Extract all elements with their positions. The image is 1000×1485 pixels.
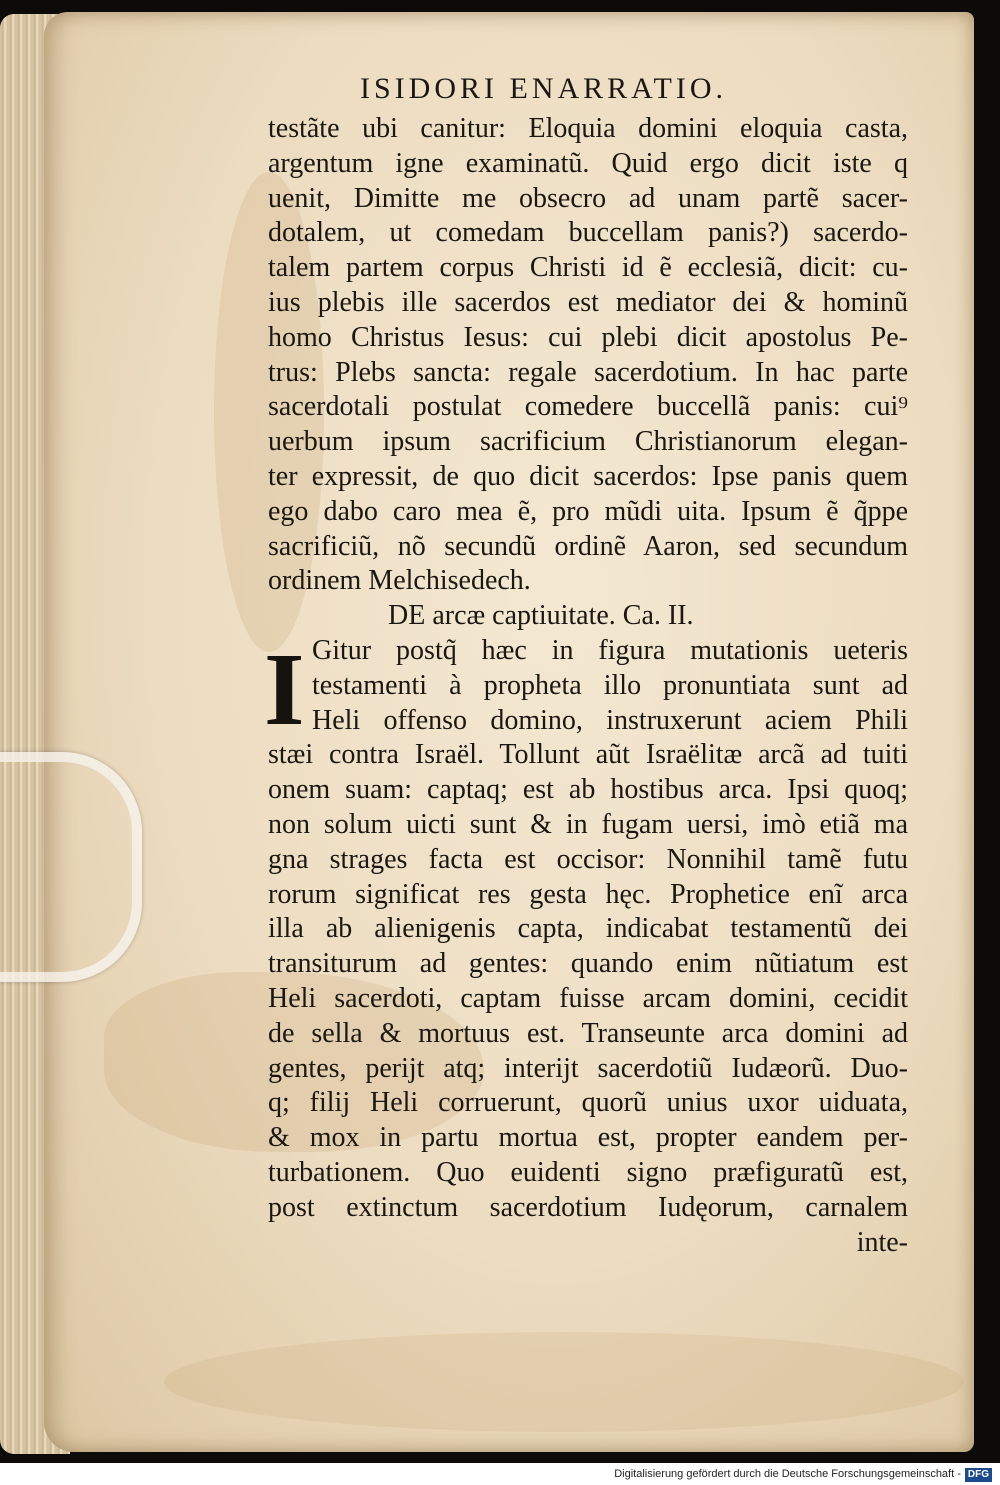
text-line: homo Christus Iesus: cui plebi dicit apostolus Pe- xyxy=(268,321,908,353)
text-line: Heli offenso domino, instruxerunt aciem Phili xyxy=(312,704,908,736)
text-line: ordinem Melchisedech. xyxy=(268,565,531,597)
initial-lines xyxy=(268,634,908,738)
text-line: non solum uicti sunt & in fugam uersi, imò etiã ma xyxy=(268,808,908,840)
text-line: illa ab alienigenis capta, indicabat testamentũ dei xyxy=(268,913,908,945)
text-line: uerbum ipsum sacrificium Christianorum elegan- xyxy=(268,426,908,458)
text-line: testãte ubi canitur: Eloquia domini eloquia casta, xyxy=(268,113,908,144)
page-clip xyxy=(0,752,142,982)
dfg-logo: DFG xyxy=(965,1468,992,1482)
paragraph-continued xyxy=(268,112,908,599)
paragraph-chapter xyxy=(264,631,908,747)
digitization-footer xyxy=(0,1463,1000,1485)
text-line: sacrificiũ, nõ secundũ ordinẽ Aaron, sed secundum xyxy=(268,530,908,562)
text-line: onem suam: captaq; est ab hostibus arca. Ipsi quoq; xyxy=(268,774,908,806)
text-line: turbationem. Quo euidenti signo præfiguratũ est, xyxy=(268,1156,908,1188)
text-line: uenit, Dimitte me obsecro ad unam partẽ sacer- xyxy=(268,182,908,214)
text-line: & mox in partu mortua est, propter eandem per- xyxy=(268,1122,908,1154)
text-line: post extinctum sacerdotium Iudęorum, carnalem xyxy=(268,1191,908,1223)
text-block xyxy=(264,112,908,1260)
text-line: gentes, perijt atq; interijt sacerdotiũ Iudæorũ. Duo- xyxy=(268,1052,908,1084)
text-line: dotalem, ut comedam buccellam panis?) sacerdo- xyxy=(268,217,908,249)
text-line: transiturum ad gentes: quando enim nũtiatum est xyxy=(268,948,908,980)
text-line: talem partem corpus Christi id ẽ ecclesiã, dicit: cu- xyxy=(268,252,908,284)
water-stain xyxy=(164,1332,964,1432)
text-line: ego dabo caro mea ẽ, pro mũdi uita. Ipsum ẽ q̃ppe xyxy=(268,495,908,527)
text-line: argentum igne examinatũ. Quid ergo dicit iste q xyxy=(268,147,908,179)
text-line: rorum significat res gesta hęc. Prophetice enĩ arca xyxy=(268,878,908,910)
text-line: Heli sacerdoti, captam fuisse arcam domini, cecidit xyxy=(268,982,908,1014)
text-line: Gitur postq̃ hæc in figura mutationis ueteris xyxy=(312,634,908,666)
text-line: ter expressit, de quo dicit sacerdos: Ipse panis quem xyxy=(268,460,908,492)
text-line: sacerdotali postulat comedere buccellã panis: cui⁹ xyxy=(268,391,908,423)
paragraph-body xyxy=(268,738,908,1225)
drop-initial: I xyxy=(264,631,305,747)
text-line: trus: Plebs sancta: regale sacerdotium. In hac parte xyxy=(268,356,908,388)
text-line: de sella & mortuus est. Transeunte arca domini ad xyxy=(268,1017,908,1049)
running-header: ISIDORI ENARRATIO. xyxy=(360,72,727,105)
text-line: stæi contra Israël. Tollunt aũt Israëlitæ arcã ad tuiti xyxy=(268,739,908,771)
text-line: q; filij Heli corruerunt, quorũ unius uxor uiduata, xyxy=(268,1087,908,1119)
chapter-heading: DE arcæ captiuitate. Ca. II. xyxy=(388,600,694,632)
footer-text: Digitalisierung gefördert durch die Deutsche Forschungsgemeinschaft - xyxy=(614,1468,961,1480)
catchword: inte- xyxy=(856,1226,908,1258)
text-line: gna strages facta est occisor: Nonnihil tamẽ futu xyxy=(268,843,908,875)
text-line: ius plebis ille sacerdos est mediator dei & hominũ xyxy=(268,286,908,318)
text-line: testamenti à propheta illo pronuntiata sunt ad xyxy=(312,669,908,701)
